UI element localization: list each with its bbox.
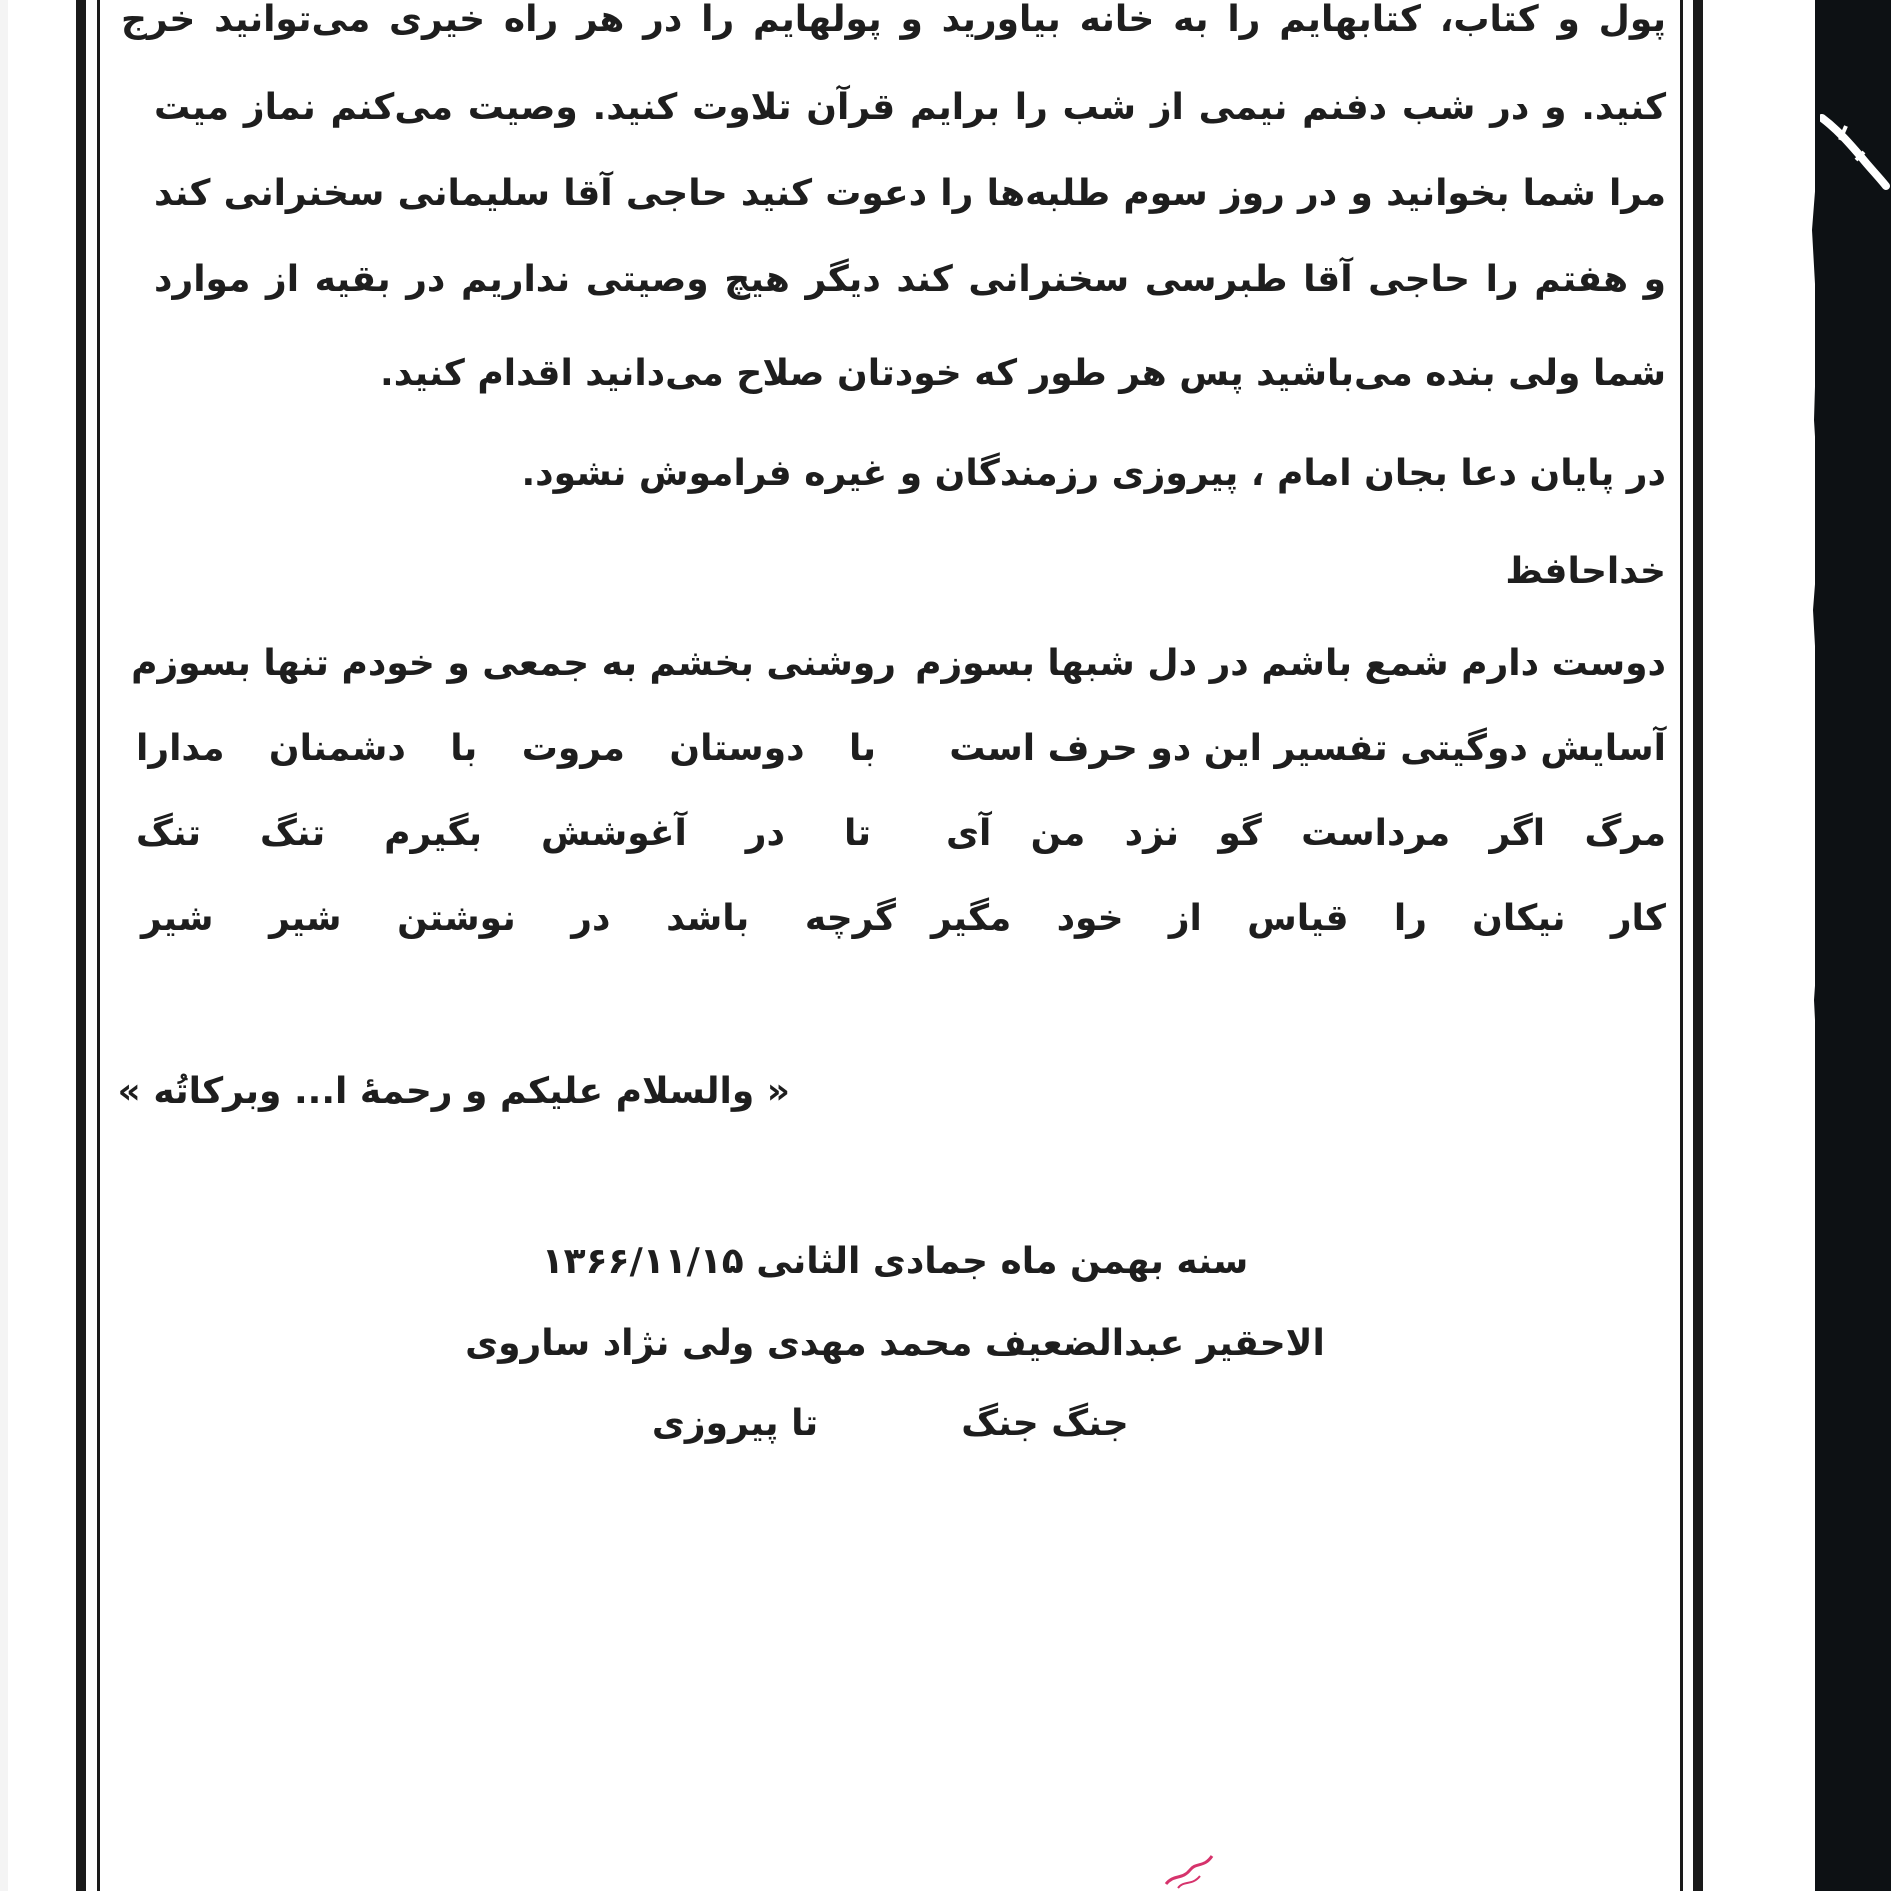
salutation: « والسلام علیکم و رحمهٔ ا... وبرکاتُه » (117, 1071, 790, 1112)
paragraph-line-3: مرا شما بخوانید و در روز سوم طلبه‌ها را دعوت کنید حاجی آقا سلیمانی سخنرانی کند (154, 173, 1666, 214)
frame-outer-left-line (76, 0, 86, 1891)
frame-inner-right-line (1680, 0, 1683, 1891)
verse-3-right-hemistich: مرگ اگر مرداست گو نزد من آی (946, 813, 1666, 854)
motto-jang-jang: جنگ جنگ (961, 1403, 1129, 1444)
scan-background-band (1815, 0, 1891, 1891)
paper-tear-mark (1820, 100, 1890, 200)
verse-4-right-hemistich: کار نیکان را قیاس از خود مگیر (931, 898, 1666, 939)
poem-verse-3 (136, 810, 1666, 858)
paragraph-line-5: شما ولی بنده می‌باشید پس هر طور که خودتان صلاح می‌دانید اقدام کنید. (380, 353, 1666, 394)
poem-verse-1 (131, 640, 1666, 688)
verse-2-right-hemistich: آسایش دوگیتی تفسیر این دو حرف است (949, 728, 1666, 769)
poem-verse-2 (136, 725, 1666, 773)
verse-4-left-hemistich: گرچه باشد در نوشتن شیر شیر (141, 898, 896, 939)
poem-verse-4 (141, 895, 1666, 943)
red-stamp-fragment (1160, 1850, 1220, 1890)
author-line: الاحقیر عبدالضعیف محمد مهدی ولی نژاد ساروی (465, 1323, 1325, 1364)
paragraph-line-1: پول و کتاب، کتابهایم را به خانه بیاورید و پولهایم را در هر راه خیری می‌توانید خرج (121, 0, 1666, 40)
page-left-edge (0, 0, 8, 1891)
verse-1-right-hemistich: دوست دارم شمع باشم در دل شبها بسوزم (915, 643, 1666, 684)
date-line: سنه بهمن ماه جمادی الثانی ۱۳۶۶/۱۱/۱۵ (541, 1241, 1249, 1282)
motto-ta-pirouzi: تا پیروزی (651, 1403, 819, 1444)
verse-3-left-hemistich: تا در آغوشش بگیرم تنگ تنگ (136, 813, 871, 854)
paragraph-line-4: و هفتم را حاجی آقا طبرسی سخنرانی کند دیگر هیچ وصیتی نداریم در بقیه از موارد (154, 259, 1666, 300)
verse-2-left-hemistich: با دوستان مروت با دشمنان مدارا (136, 728, 876, 769)
closing-prayer: در پایان دعا بجان امام ، پیروزی رزمندگان و غیره فراموش نشود. (521, 453, 1666, 494)
verse-1-left-hemistich: روشنی بخشم به جمعی و خودم تنها بسوزم (131, 643, 896, 684)
farewell: خداحافظ (1505, 551, 1666, 592)
frame-outer-right-line (1693, 0, 1703, 1891)
paragraph-line-2: کنید. و در شب دفنم نیمی از شب را برایم قرآن تلاوت کنید. وصیت می‌کنم نماز میت (154, 87, 1666, 128)
frame-inner-left-line (97, 0, 100, 1891)
